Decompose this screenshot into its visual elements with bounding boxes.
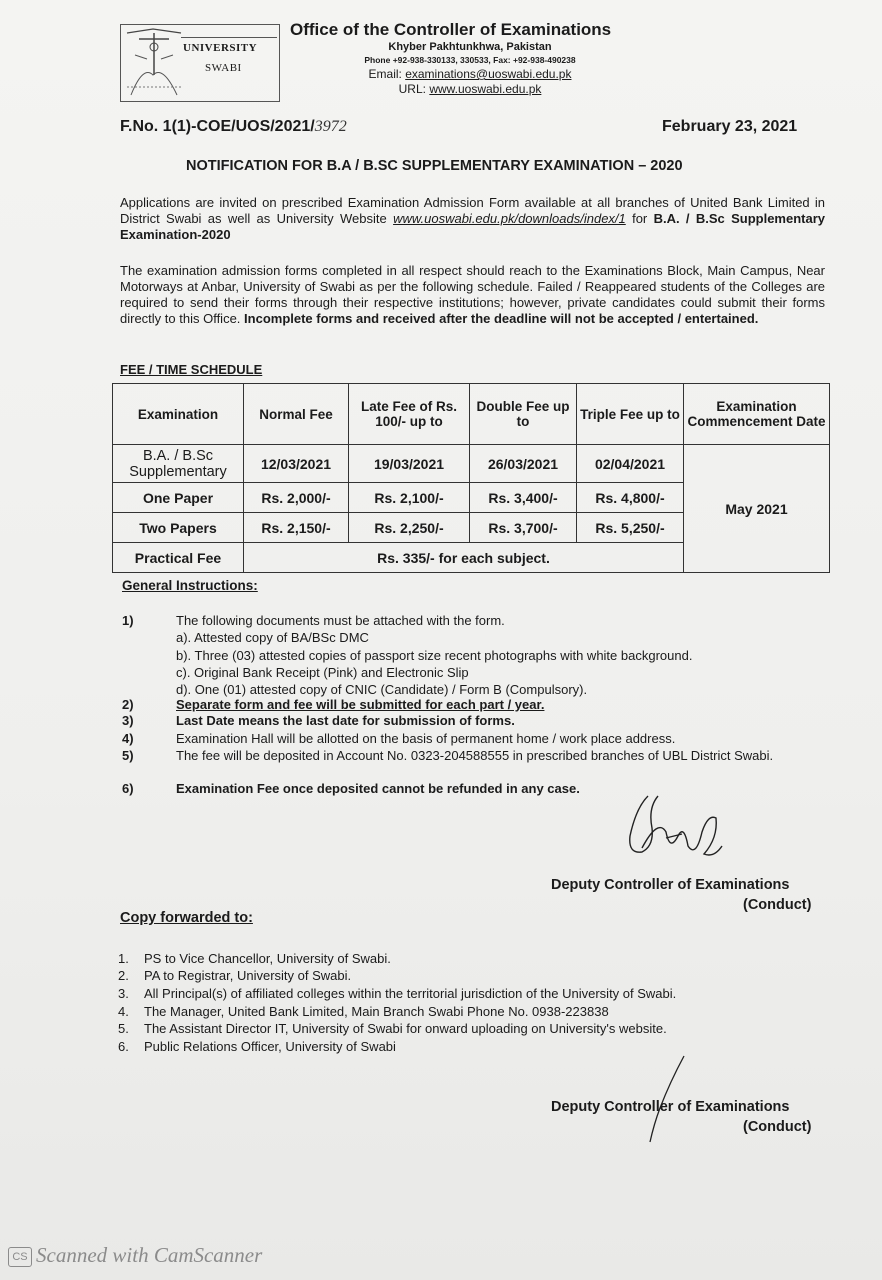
practical-fee-label: Practical Fee xyxy=(113,543,244,573)
paragraph1-after-link: for xyxy=(625,211,654,226)
instruction-text: The fee will be deposited in Account No. 0323-204588555 in prescribed branches of UBL District Swabi. xyxy=(176,748,774,763)
province-line: Khyber Pakhtunkhwa, Pakistan xyxy=(388,41,552,53)
instruction-number: 3) xyxy=(122,713,134,728)
list-item-text: The Manager, United Bank Limited, Main Branch Swabi Phone No. 0938-223838 xyxy=(144,1004,609,1019)
fee-schedule-heading: FEE / TIME SCHEDULE xyxy=(120,362,263,377)
phone-line: Phone +92-938-330133, 330533, Fax: +92-938-490238 xyxy=(364,55,576,65)
paragraph-applications xyxy=(120,195,825,243)
file-number xyxy=(120,118,347,136)
list-item xyxy=(118,951,391,966)
list-item xyxy=(118,1004,609,1019)
list-item-text: The Assistant Director IT, University of Swabi for onward uploading on University's website. xyxy=(144,1021,667,1036)
signatory-title: Deputy Controller of Examinations xyxy=(551,1099,790,1115)
header-late-fee: Late Fee of Rs. 100/- up to xyxy=(349,384,470,445)
paragraph1-text: Applications are invited on prescribed Examination Admission Form available at all branches of United Bank Limited in District Swabi as well as University Website xyxy=(120,195,825,226)
header-commencement: Examination Commencement Date xyxy=(684,384,830,445)
watermark-text: Scanned with CamScanner xyxy=(36,1243,263,1267)
list-item-text: PA to Registrar, University of Swabi. xyxy=(144,968,352,983)
instruction-text: Examination Hall will be allotted on the basis of permanent home / work place address. xyxy=(176,731,676,746)
row-cell: 12/03/2021 xyxy=(244,445,349,483)
list-item-number: 5. xyxy=(118,1021,129,1036)
signatory-title: Deputy Controller of Examinations xyxy=(551,877,790,893)
row-cell: 19/03/2021 xyxy=(349,445,470,483)
paragraph1-bold: B.A. / B.Sc Supplementary Examination-2020 xyxy=(120,211,825,242)
instruction-subitem: b). Three (03) attested copies of passport size recent photographs with white background. xyxy=(176,648,693,663)
email-line xyxy=(290,67,650,81)
email-link[interactable]: examinations@uoswabi.edu.pk xyxy=(405,67,572,81)
list-item xyxy=(118,1039,396,1054)
signatory-subtitle: (Conduct) xyxy=(743,897,812,913)
instruction-number: 5) xyxy=(122,748,134,763)
list-item-text: Public Relations Officer, University of Swabi xyxy=(144,1039,396,1054)
instruction-number: 4) xyxy=(122,731,134,746)
fee-schedule-table xyxy=(112,383,830,573)
list-item xyxy=(118,968,351,983)
row-cell: 26/03/2021 xyxy=(470,445,577,483)
instruction-text: Last Date means the last date for submission of forms. xyxy=(176,713,515,728)
list-item-number: 6. xyxy=(118,1039,129,1054)
row-exam-name: One Paper xyxy=(113,483,244,513)
notification-date: February 23, 2021 xyxy=(662,118,798,135)
url-line xyxy=(290,82,650,96)
list-item-number: 2. xyxy=(118,968,129,983)
copy-forwarded-heading: Copy forwarded to: xyxy=(120,910,253,926)
instruction-text: Examination Fee once deposited cannot be refunded in any case. xyxy=(176,781,580,796)
list-item-text: PS to Vice Chancellor, University of Swabi. xyxy=(144,951,391,966)
row-cell: Rs. 3,700/- xyxy=(470,513,577,543)
row-cell: 02/04/2021 xyxy=(577,445,684,483)
general-instructions-heading: General Instructions: xyxy=(122,578,258,593)
row-cell: Rs. 3,400/- xyxy=(470,483,577,513)
email-label: Email: xyxy=(368,67,402,81)
instruction-subitem: a). Attested copy of BA/BSc DMC xyxy=(176,630,369,645)
camscanner-logo-icon: CS xyxy=(8,1247,32,1267)
signatory-subtitle: (Conduct) xyxy=(743,1119,812,1135)
paragraph-submission xyxy=(120,263,825,327)
logo-university-text: UNIVERSITY xyxy=(183,42,258,54)
row-cell: Rs. 4,800/- xyxy=(577,483,684,513)
row-cell: Rs. 5,250/- xyxy=(577,513,684,543)
list-item xyxy=(118,986,676,1001)
notification-title: NOTIFICATION FOR B.A / B.SC SUPPLEMENTARY EXAMINATION – 2020 xyxy=(186,158,683,174)
office-title: Office of the Controller of Examinations xyxy=(290,20,612,39)
instruction-text: The following documents must be attached with the form. xyxy=(176,613,505,628)
url-link[interactable]: www.uoswabi.edu.pk xyxy=(429,82,542,96)
header-examination: Examination xyxy=(113,384,244,445)
row-cell: Rs. 2,250/- xyxy=(349,513,470,543)
list-item-number: 1. xyxy=(118,951,129,966)
signature-stroke-icon xyxy=(640,1052,690,1144)
practical-fee-value: Rs. 335/- for each subject. xyxy=(244,543,684,573)
header-normal-fee: Normal Fee xyxy=(244,384,349,445)
downloads-link[interactable]: www.uoswabi.edu.pk/downloads/index/1 xyxy=(393,211,626,226)
table-header-row xyxy=(113,384,830,445)
file-number-handwritten: 3972 xyxy=(314,118,347,135)
row-cell: Rs. 2,100/- xyxy=(349,483,470,513)
list-item-number: 4. xyxy=(118,1004,129,1019)
table-row xyxy=(113,445,830,483)
instruction-number: 1) xyxy=(122,613,134,628)
url-label: URL: xyxy=(398,82,426,96)
instruction-number: 6) xyxy=(122,781,134,796)
instruction-subitem: c). Original Bank Receipt (Pink) and Electronic Slip xyxy=(176,665,469,680)
university-logo xyxy=(120,24,280,102)
instruction-number: 2) xyxy=(122,697,134,712)
commencement-date: May 2021 xyxy=(684,445,830,573)
instruction-text: Separate form and fee will be submitted for each part / year. xyxy=(176,697,545,712)
row-exam-name: Two Papers xyxy=(113,513,244,543)
instruction-subitem: d). One (01) attested copy of CNIC (Candidate) / Form B (Compulsory). xyxy=(176,682,588,697)
row-exam-name: B.A. / B.Sc Supplementary xyxy=(113,445,244,483)
crest-icon xyxy=(123,25,185,101)
signature-icon xyxy=(618,788,728,868)
row-cell: Rs. 2,000/- xyxy=(244,483,349,513)
list-item xyxy=(118,1021,667,1036)
paragraph2-bold: Incomplete forms and received after the deadline will not be accepted / entertained. xyxy=(244,311,759,326)
file-number-text: F.No. 1(1)-COE/UOS/2021/ xyxy=(120,118,315,135)
header-double-fee: Double Fee up to xyxy=(470,384,577,445)
list-item-number: 3. xyxy=(118,986,129,1001)
row-cell: Rs. 2,150/- xyxy=(244,513,349,543)
scanner-watermark xyxy=(8,1243,262,1268)
list-item-text: All Principal(s) of affiliated colleges within the territorial jurisdiction of the University of Swabi. xyxy=(144,986,677,1001)
paragraph2-text: The examination admission forms completed in all respect should reach to the Examinations Block, Main Campus, Near Motorways at Anbar, University of Swabi as per the following schedule. Failed / Reappeared students of the Colleges are required to send their forms through their respective institutions; however, private candidates could submit their forms directly to this Office. xyxy=(120,263,825,326)
header-triple-fee: Triple Fee up to xyxy=(577,384,684,445)
logo-swabi-text: SWABI xyxy=(205,62,242,74)
